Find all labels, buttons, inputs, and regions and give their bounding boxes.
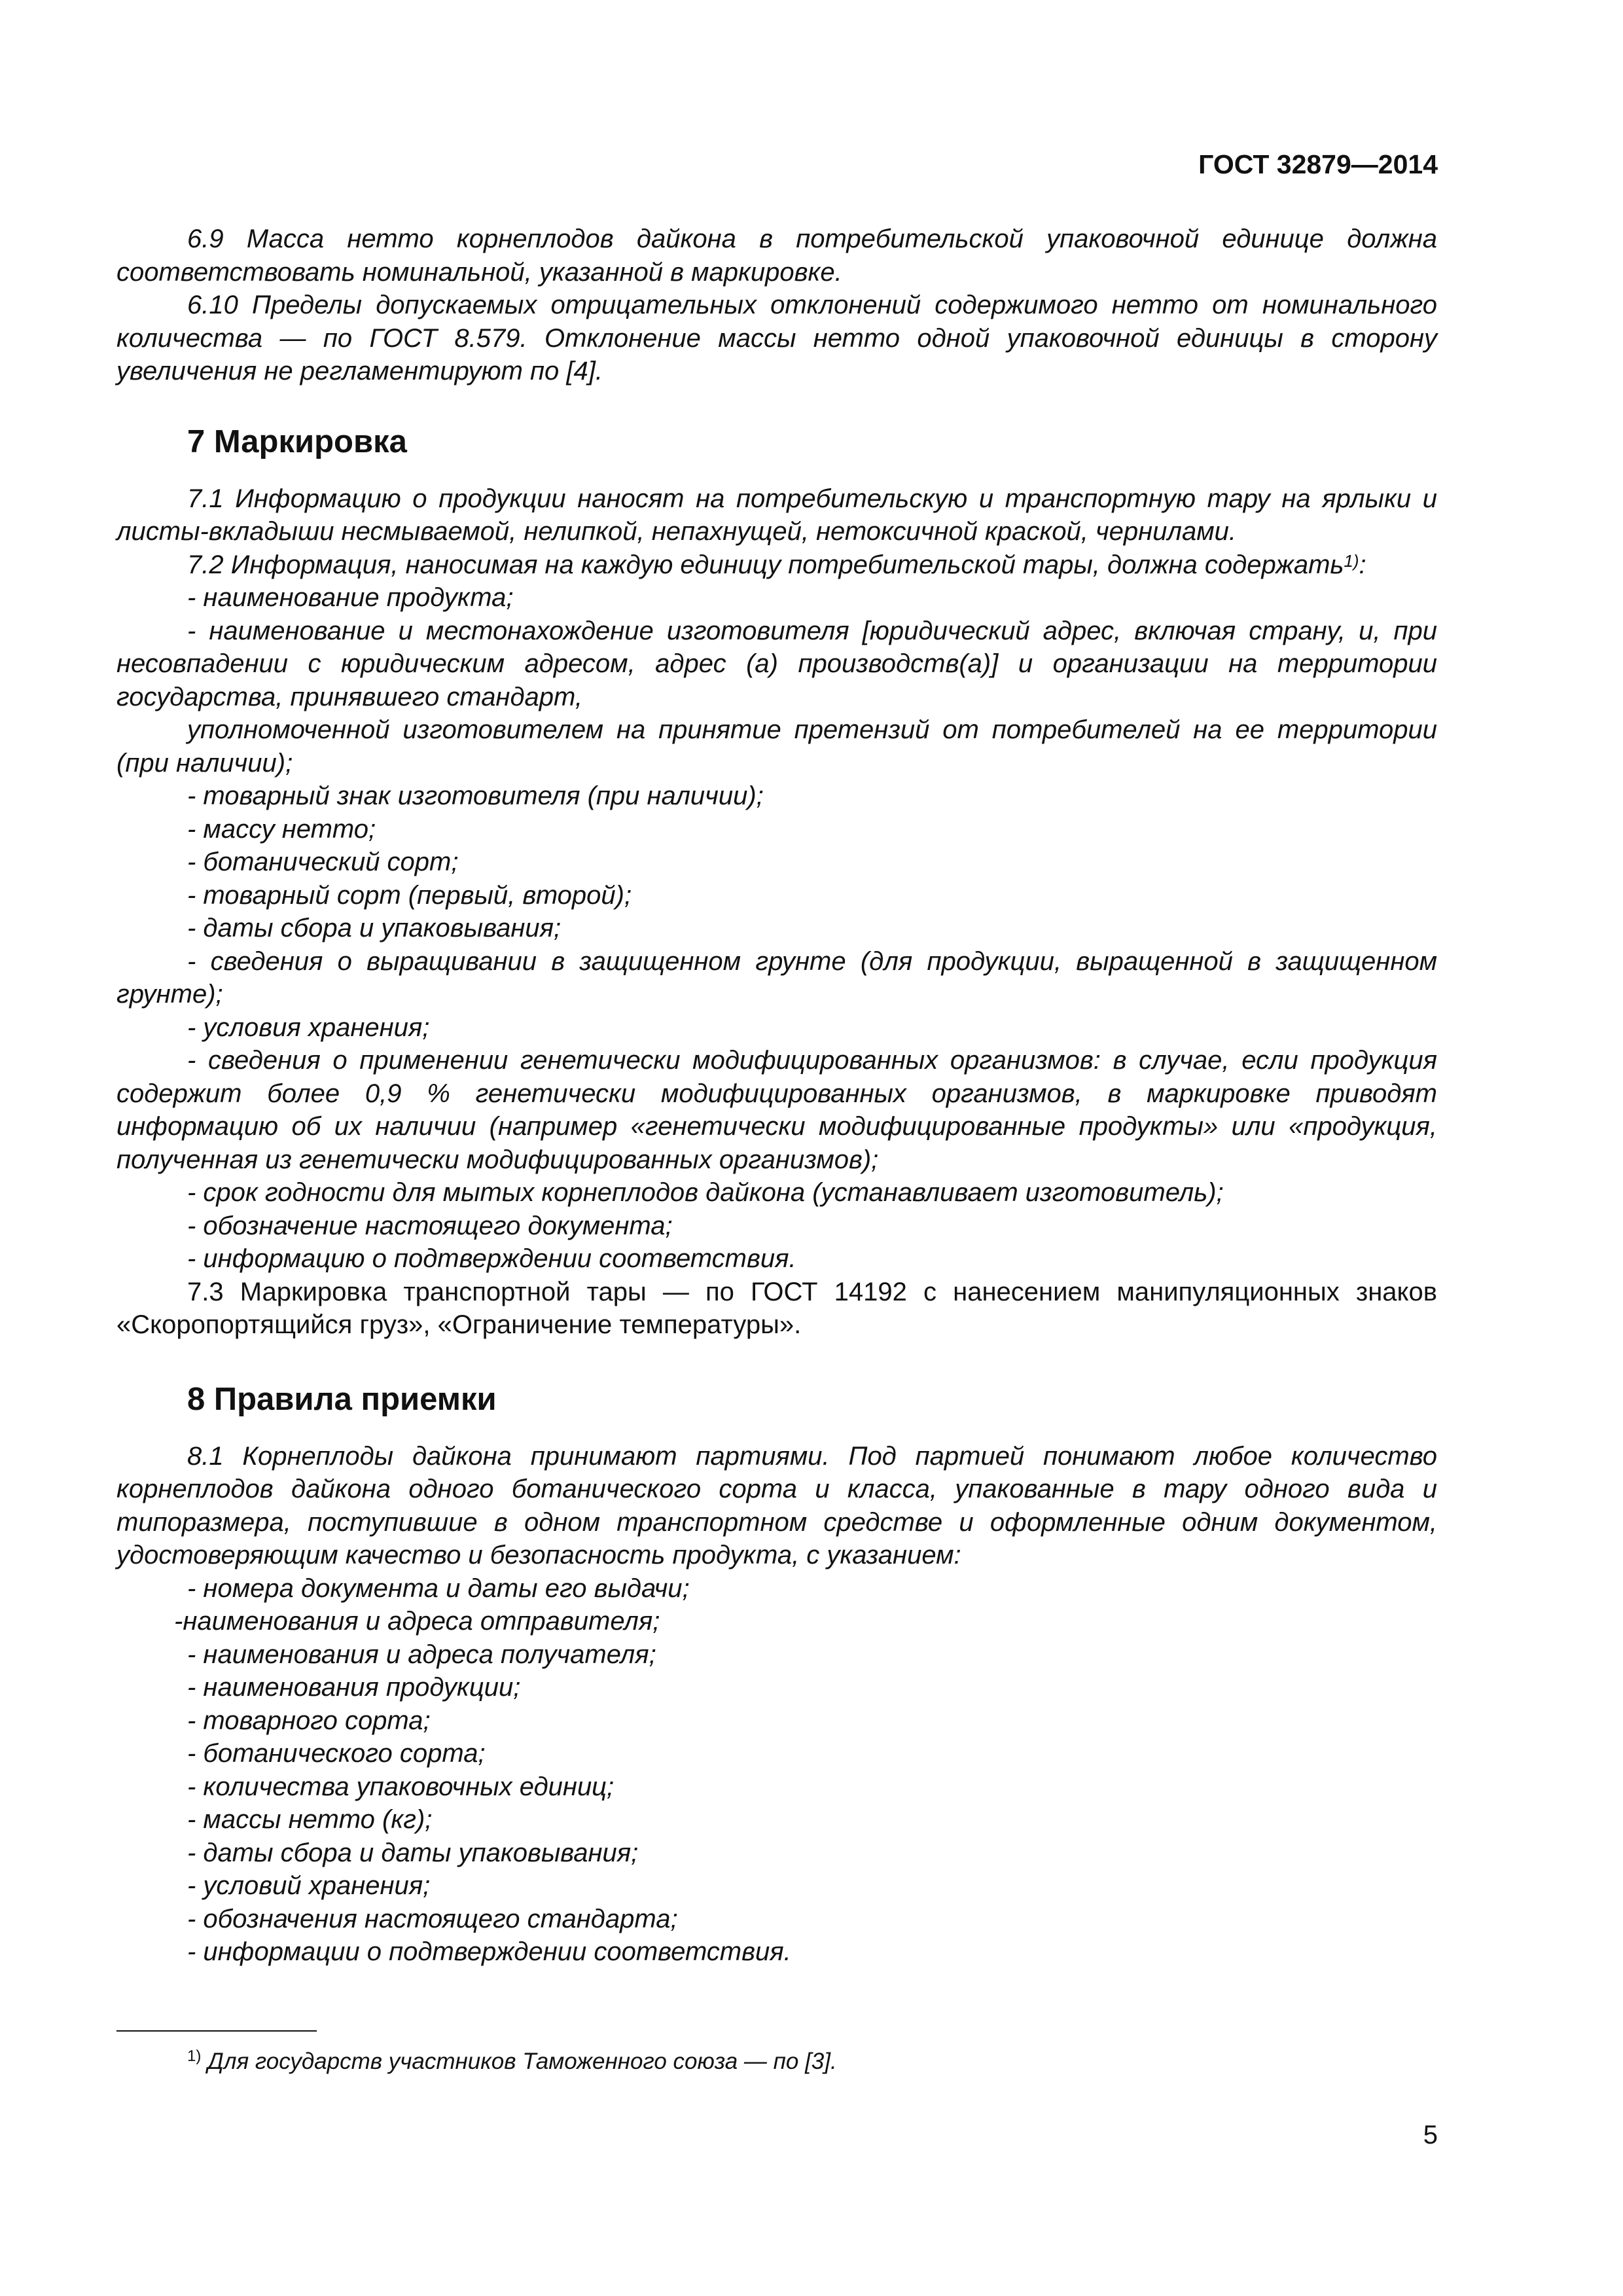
acceptance-list-item: -наименования и адреса отправителя; — [174, 1607, 660, 1636]
marking-list-item: - обозначение настоящего документа; — [187, 1211, 673, 1240]
marking-list-item: уполномоченной изготовителем на принятие претензий от потребителей на ее территории (при наличии); — [116, 715, 1437, 778]
page-number: 5 — [1423, 2121, 1438, 2149]
section-7-title: 7 Маркировка — [187, 423, 407, 459]
acceptance-list-item: - наименования продукции; — [187, 1673, 521, 1702]
marking-list-item: - товарный сорт (первый, второй); — [187, 880, 632, 910]
acceptance-list-item: - обозначения настоящего стандарта; — [187, 1904, 678, 1933]
acceptance-list-item: - даты сбора и даты упаковывания; — [187, 1838, 639, 1867]
marking-list-item: - наименование и местонахождение изготовителя [юридический адрес, включая страну, и, при несовпадении с юридическим адресом, адрес (а) производств(а)] и организации на территории государства, принявшего стандарт, — [116, 616, 1437, 711]
marking-list-item: - массу нетто; — [187, 814, 376, 844]
paragraph-8-1: 8.1 Корнеплоды дайкона принимают партиями. Под партией понимают любое количество корнеплодов дайкона одного ботанического сорта и класса, упакованные в тару одного вида и типоразмера, поступившие в одном транспортном средстве и оформленные одним документом, удостоверяющим качество и безопасность продукта, с указанием: — [116, 1441, 1437, 1570]
marking-list-item: - сведения о применении генетически модифицированных организмов: в случае, если продукция содержит более 0,9 % генетически модифицированных организмов, в маркировке приводят информацию об их наличии (например «генетически модифицированные продукты» или «продукция, полученная из генетически модифицированных организмов); — [116, 1046, 1437, 1174]
acceptance-list-item: - условий хранения; — [187, 1871, 431, 1900]
marking-list-item: - товарный знак изготовителя (при наличии); — [187, 781, 764, 810]
marking-list-item: - срок годности для мытых корнеплодов дайкона (устанавливает изготовитель); — [187, 1178, 1224, 1207]
marking-list-item: - информацию о подтверждении соответствия. — [187, 1244, 796, 1273]
acceptance-list-item: - массы нетто (кг); — [187, 1805, 433, 1834]
paragraph-7-1: 7.1 Информацию о продукции наносят на потребительскую и транспортную тару на ярлыки и листы-вкладыши несмываемой, нелипкой, непахнущей, нетоксичной краской, чернилами. — [116, 484, 1437, 546]
footnote-text: Для государств участников Таможенного союза — по [3]. — [207, 2049, 837, 2074]
paragraph-7-2 — [116, 548, 1437, 582]
acceptance-list-item: - номера документа и даты его выдачи; — [187, 1573, 690, 1603]
paragraph-7-2-text: 7.2 Информация, наносимая на каждую единицу потребительской тары, должна содержать — [187, 550, 1344, 579]
acceptance-list-item: - товарного сорта; — [187, 1706, 431, 1735]
paragraph-7-2-end: : — [1359, 550, 1366, 579]
paragraph-7-3: 7.3 Маркировка транспортной тары — по ГОСТ 14192 с нанесением манипуляционных знаков «Скоропортящийся груз», «Ограничение температуры». — [116, 1277, 1437, 1339]
marking-list-item: - наименование продукта; — [187, 583, 514, 612]
footnote — [187, 2047, 837, 2076]
document-header: ГОСТ 32879—2014 — [1198, 149, 1438, 179]
acceptance-list-item: - количества упаковочных единиц; — [187, 1772, 615, 1801]
footnote-mark: 1) — [187, 2047, 202, 2065]
footnote-separator — [116, 2030, 317, 2032]
marking-list-item: - даты сбора и упаковывания; — [187, 914, 562, 942]
acceptance-list-item: - ботанического сорта; — [187, 1739, 486, 1768]
paragraph-6-10: 6.10 Пределы допускаемых отрицательных отклонений содержимого нетто от номинального количества — по ГОСТ 8.579. Отклонение массы нетто одной упаковочной единицы в сторону увеличения не регламентируют по [4]. — [116, 291, 1437, 386]
acceptance-list-item: - информации о подтверждении соответствия. — [187, 1937, 791, 1966]
section-8-title: 8 Правила приемки — [187, 1381, 497, 1417]
marking-list-item: - ботанический сорт; — [187, 848, 459, 876]
footnote-reference: 1) — [1344, 550, 1359, 571]
paragraph-6-9: 6.9 Масса нетто корнеплодов дайкона в потребительской упаковочной единице должна соответствовать номинальной, указанной в маркировке. — [116, 224, 1437, 287]
marking-list-item: - условия хранения; — [187, 1013, 430, 1042]
marking-list-item: - сведения о выращивании в защищенном грунте (для продукции, выращенной в защищенном грунте); — [116, 946, 1437, 1009]
document-body — [116, 223, 1437, 1969]
acceptance-list-item: - наименования и адреса получателя; — [187, 1640, 656, 1669]
